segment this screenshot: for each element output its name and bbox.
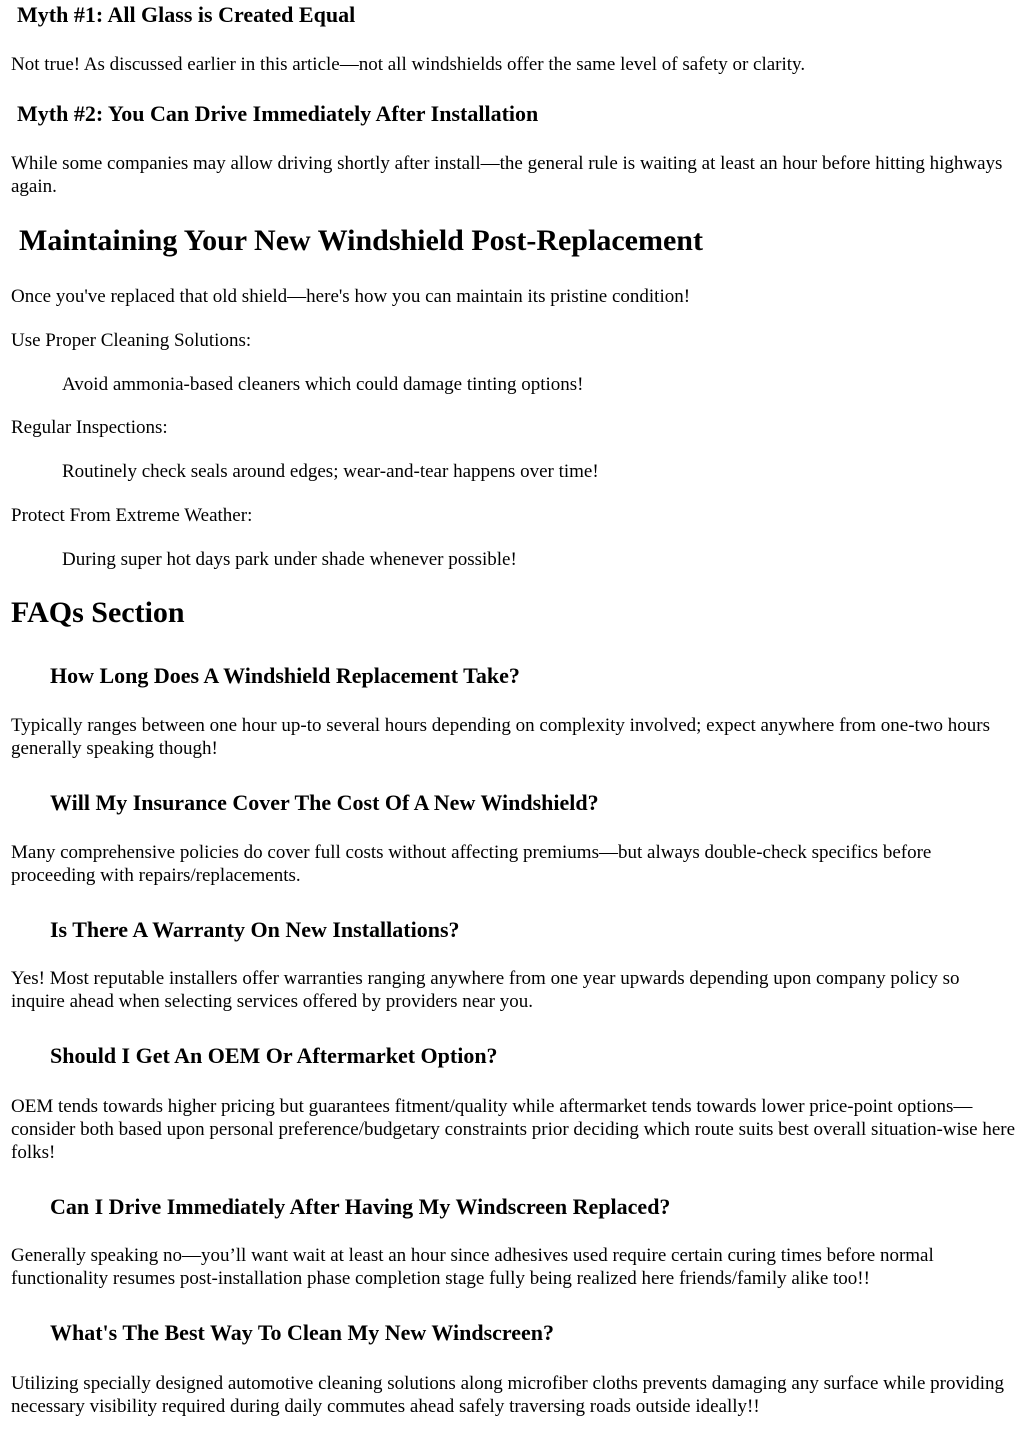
- faq-question: Should I Get An OEM Or Aftermarket Option?: [50, 1043, 498, 1068]
- myth-1-heading: Myth #1: All Glass is Created Equal: [17, 2, 356, 27]
- faq-question: Will My Insurance Cover The Cost Of A New Windshield?: [50, 790, 599, 815]
- faq-answer: Many comprehensive policies do cover full costs without affecting premiums—but always double-check specifics before proceeding with repairs/replacements.: [11, 842, 932, 886]
- myth-1-body: Not true! As discussed earlier in this article—not all windshields offer the same level of safety or clarity.: [11, 54, 806, 75]
- maintenance-heading: Maintaining Your New Windshield Post-Replacement: [19, 224, 703, 257]
- tip-term: Use Proper Cleaning Solutions:: [11, 330, 252, 351]
- tip-term: Regular Inspections:: [11, 417, 168, 438]
- maintenance-intro: Once you've replaced that old shield—here's how you can maintain its pristine condition!: [11, 286, 691, 307]
- faq-answer: Typically ranges between one hour up-to several hours depending on complexity involved; expect anywhere from one-two hours generally speaking though!: [11, 715, 990, 759]
- tip-detail: Routinely check seals around edges; wear-and-tear happens over time!: [62, 461, 599, 482]
- faq-question: Can I Drive Immediately After Having My Windscreen Replaced?: [50, 1194, 671, 1219]
- myth-2-body: While some companies may allow driving shortly after install—the general rule is waiting at least an hour before hitting highways again.: [11, 153, 1003, 197]
- faq-question: How Long Does A Windshield Replacement Take?: [50, 663, 520, 688]
- faq-answer: Utilizing specially designed automotive cleaning solutions along microfiber cloths prevents damaging any surface while providing necessary visibility required during daily commutes ahead safely traversing roads outside ideally!!: [11, 1373, 1005, 1417]
- faq-answer: Generally speaking no—you’ll want wait at least an hour since adhesives used require certain curing times before normal functionality resumes post-installation phase completion stage fully being realized here friends/family alike too!!: [11, 1245, 934, 1289]
- tip-term: Protect From Extreme Weather:: [11, 505, 253, 526]
- faqs-heading: FAQs Section: [11, 596, 185, 629]
- tip-detail: Avoid ammonia-based cleaners which could damage tinting options!: [62, 374, 584, 395]
- tip-detail: During super hot days park under shade whenever possible!: [62, 549, 517, 570]
- myth-2-heading: Myth #2: You Can Drive Immediately After Installation: [17, 101, 539, 126]
- faq-answer: Yes! Most reputable installers offer warranties ranging anywhere from one year upwards depending upon company policy so inquire ahead when selecting services offered by providers near you.: [11, 968, 960, 1012]
- faq-question: Is There A Warranty On New Installations?: [50, 917, 460, 942]
- faq-answer: OEM tends towards higher pricing but guarantees fitment/quality while aftermarket tends towards lower price-point options—consider both based upon personal preference/budgetary constraints prior deciding which route suits best overall situation-wise here folks!: [11, 1096, 1016, 1163]
- faq-question: What's The Best Way To Clean My New Windscreen?: [50, 1320, 555, 1345]
